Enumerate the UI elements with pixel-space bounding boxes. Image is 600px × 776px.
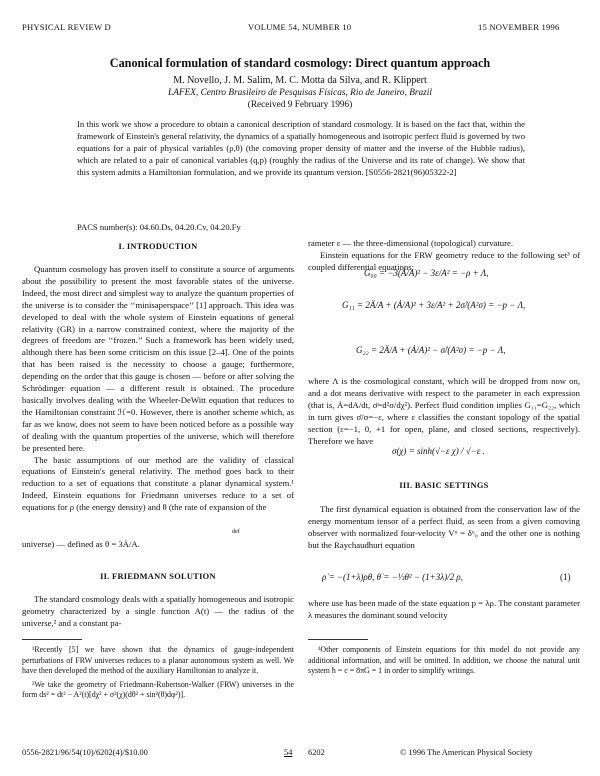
issue-date: 15 NOVEMBER 1996: [478, 22, 560, 32]
abstract: In this work we show a procedure to obtain a canonical description of standard cosmology. It is based on the fact that, within the framework of Einstein's general relativity, the dynamics of a spatially homogeneous and isotropic perfect fluid is governed by two equations for a pair of physical variables (ρ,θ) (the comoving proper density of matter and the inverse of the Hubble radius), which are related to a pair of canonical variables (q,p) (roughly the radius of the Universe and its rate of change). We show that this system admits a Hamiltonian formulation, and we provide its quantum version. [S0556-2821(96)05322-2]: [77, 119, 525, 178]
equation-sigma: σ(χ) = sinh(√−ε χ) / √−ε .: [392, 446, 485, 456]
footnote-2: ²We take the geometry of Friedmann-Robertson-Walker (FRW) universes in the form ds² = dt² − A²(t)[dχ² + σ²(χ)(dθ² + sin²(θ)dφ²)].: [22, 679, 294, 700]
right-column-bottom: [308, 598, 580, 622]
received-date: (Received 9 February 1996): [247, 100, 353, 110]
footnote-1: ¹Recently [5] we have shown that the dynamics of gauge-independent perturbations of FRW universes reduces to a planar autonomous system as well. We have then developed the method of the auxiliary Hamiltonian to analyze it.: [22, 645, 294, 676]
equation-1: ρ̇ = −(1+λ)ρθ, θ̇ = −⅓θ² − (1+3λ)/2 ρ,: [322, 572, 463, 582]
footer-code: 0556-2821/96/54(10)/6202(4)/$10.00: [22, 748, 148, 757]
intro-paragraph-1: Quantum cosmology has proven itself to constitute a source of arguments about the possibility to present the most favorable states of the universe. Indeed, the most direct and simplest way to analyze the quantum properties of the universe is to consider the ‘‘minisaperspace’’ [1] approach. This idea was developed to deal with the whole system of Einstein equations of general relativity (GR) in a narrow constrained context, where the majority of the degrees of freedom are ‘‘frozen.’’ Such a framework has been widely used, although there has been some criticism on this issue [2–4]. One of the points that has been raised is the necessity to choose a gauge; furthermore, depending on the order that this gauge is chosen — before or after solving the Schrödinger equation — a different result is obtained. The procedure basically involves dealing with the Wheeler-DeWitt equation that reduces to the Hamiltonian constraint ℋ=0. However, there is another scheme which, as far as we know, does not seem to have been noticed before as a possible way of dealing with the quantum properties of the universe, which will therefore be presented here.: [22, 264, 294, 453]
equation-1-number: (1): [560, 572, 571, 582]
right-paragraph-2: where Λ is the cosmological constant, which will be dropped from now on, and a dot means derivative with respect to the parameter in each expression (that is, Ȧ=dA/dt, σ̈=d²σ/dχ²). Perfect fluid condition implies G₁₁=G₂₂, which in turn gives σ̈/σ=−ε, where ε classifies the constant topology of the spatial section (ε=−1, 0, +1 for open, plane, and closed sections, respectively). Therefore we have: [308, 376, 580, 446]
basic-paragraph-1: The first dynamical equation is obtained from the conservation law of the energy momentum tensor of a perfect fluid, as seen from a given comoving observer with normalized four-velocity Vᵘ = δᵘ₀ and the other one is nothing but the Raychaudhuri equation: [308, 504, 580, 550]
footer-page-number: 6202: [308, 748, 325, 757]
pacs-numbers: PACS number(s): 04.60.Ds, 04.20.Cv, 04.20.Fy: [77, 222, 241, 232]
introduction-text: [22, 264, 294, 514]
friedmann-paragraph-1: The standard cosmology deals with a spatially homogeneous and isotropic geometry characterized by a single function A(t) — the radius of the universe,² and a constant pa-: [22, 594, 294, 628]
right-paragraph-0: rameter ε — the three-dimensional (topological) curvature.: [308, 238, 514, 248]
authors: M. Novello, J. M. Salim, M. C. Motta da Silva, and R. Klippert: [173, 75, 427, 86]
section-heading-friedmann: II. FRIEDMANN SOLUTION: [100, 572, 216, 581]
equation-g00: G₀₀ = −3(Ȧ/A)² − 3ε/A² = −ρ + Λ,: [364, 268, 489, 278]
affiliation: LAFEX, Centro Brasileiro de Pesquisas Físicas, Rio de Janeiro, Brazil: [168, 88, 432, 98]
footer-copyright: © 1996 The American Physical Society: [400, 748, 533, 757]
paper-title: Canonical formulation of standard cosmology: Direct quantum approach: [109, 56, 491, 70]
footer-volume-number: 54: [284, 748, 293, 757]
footnote-rule-right: [308, 639, 368, 640]
basic-settings-text: [308, 504, 580, 552]
right-paragraph-1: Einstein equations for the FRW geometry reduce to the following set³ of coupled differential equations:: [308, 249, 580, 272]
friedmann-text: [22, 594, 294, 630]
section-heading-introduction: I. INTRODUCTION: [118, 242, 198, 251]
footnote-3: ³Other components of Einstein equations for this model do not provide any additional information, and will be omitted. In addition, we choose the natural unit system ħ = c = 8πG = 1 in order to simplify writings.: [308, 645, 580, 676]
intro-paragraph-2: The basic assumptions of our method are the validity of classical equations of Einstein's general relativity. The method goes back to their reduction to a set of equations that constitute a planar dynamical system.¹ Indeed, Einstein equations for Friedmann universes reduce to a set of equations for ρ (the energy density) and θ (the rate of expansion of the: [22, 454, 294, 513]
intro-paragraph-2-end: universe) — defined as θ = 3Ȧ/A.: [22, 539, 140, 549]
volume-info: VOLUME 54, NUMBER 10: [248, 22, 352, 32]
def-label: def: [232, 529, 240, 535]
footnotes-left: [22, 645, 294, 704]
equation-g11: G₁₁ = 2Ä/A + (Ȧ/A)² + 3ε/A² + 2σ̈/(A²σ) = −p − Λ,: [342, 300, 526, 310]
equation-g22: G₂₂ = 2Ä/A + (Ȧ/A)² − σ̈/(A²σ) = −p − Λ,: [356, 345, 506, 355]
basic-paragraph-2: where use has been made of the state equation p = λρ. The constant parameter λ measures the dominant sound velocity: [308, 598, 580, 620]
journal-name: PHYSICAL REVIEW D: [22, 22, 111, 32]
section-heading-basic-settings: III. BASIC SETTINGS: [399, 481, 489, 490]
right-column-middle: [308, 376, 580, 447]
footnotes-right: [308, 645, 580, 680]
footnote-rule-left: [22, 639, 82, 640]
